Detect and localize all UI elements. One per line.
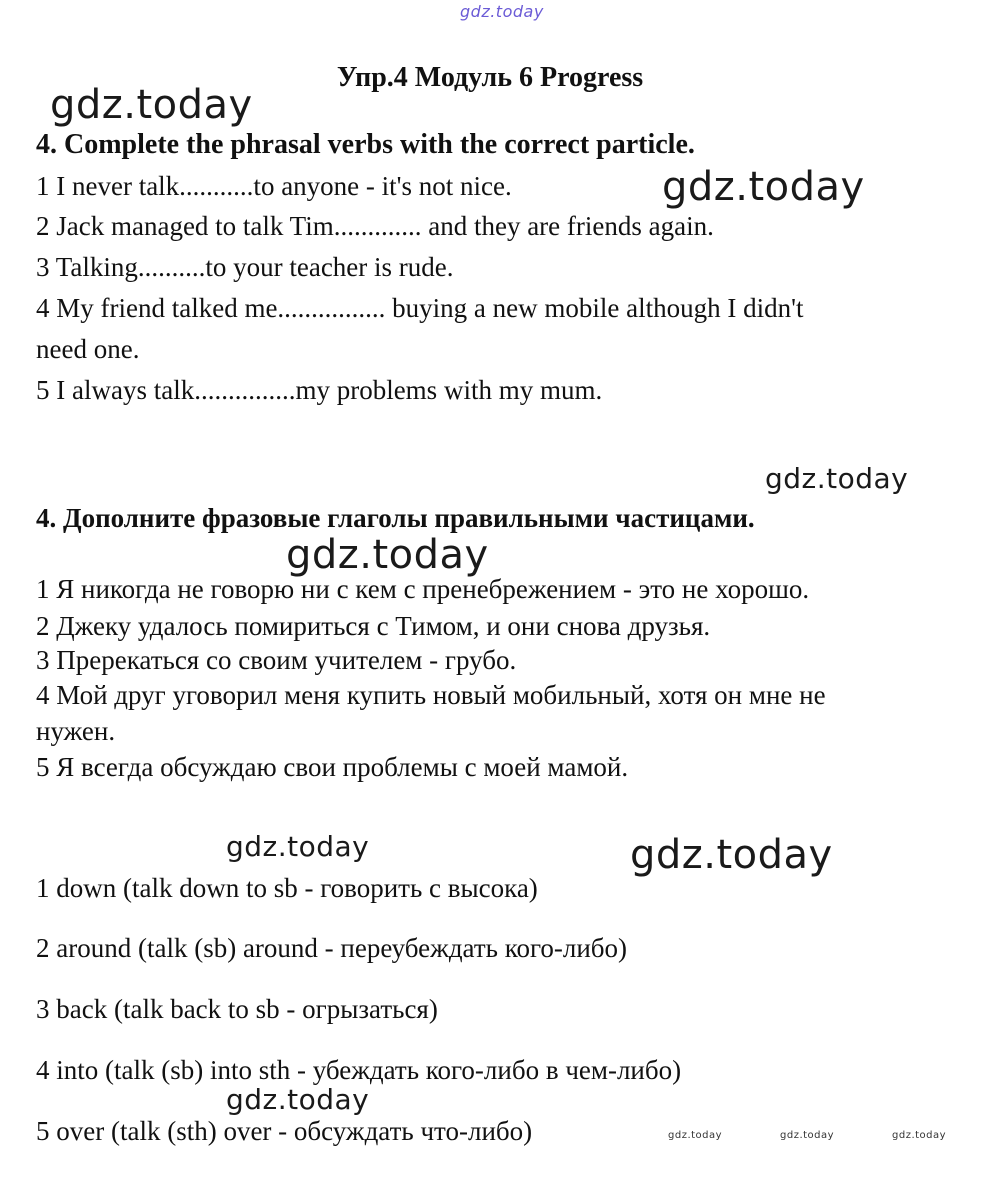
page-title: Упр.4 Модуль 6 Progress bbox=[336, 62, 644, 93]
watermark: gdz.today bbox=[630, 832, 833, 878]
watermark-small: gdz.today bbox=[892, 1130, 947, 1141]
watermark-top: gdz.today bbox=[460, 2, 544, 21]
watermark: gdz.today bbox=[662, 164, 865, 210]
answer-3: 3 back (talk back to sb - огрызаться) bbox=[36, 994, 438, 1024]
watermark: gdz.today bbox=[286, 532, 489, 578]
russian-line-5: 5 Я всегда обсуждаю свои проблемы с моей мамой. bbox=[36, 752, 629, 782]
russian-heading: 4. Дополните фразовые глаголы правильными частицами. bbox=[36, 503, 755, 533]
watermark-small: gdz.today bbox=[780, 1130, 835, 1141]
english-heading: 4. Complete the phrasal verbs with the correct particle. bbox=[36, 129, 695, 160]
english-line-5: 5 I always talk...............my problems with my mum. bbox=[36, 375, 603, 405]
russian-line-2: 2 Джеку удалось помириться с Тимом, и они снова друзья. bbox=[36, 611, 711, 641]
russian-line-4-cont: нужен. bbox=[36, 716, 116, 746]
answer-4: 4 into (talk (sb) into sth - убеждать кого-либо в чем-либо) bbox=[36, 1055, 682, 1085]
english-line-4-cont: need one. bbox=[36, 334, 140, 364]
watermark: gdz.today bbox=[765, 462, 909, 495]
watermark-small: gdz.today bbox=[668, 1130, 723, 1141]
english-line-1: 1 I never talk...........to anyone - it's not nice. bbox=[36, 171, 512, 201]
watermark: gdz.today bbox=[226, 830, 370, 863]
russian-line-1: 1 Я никогда не говорю ни с кем с пренебрежением - это не хорошо. bbox=[36, 574, 810, 604]
watermark: gdz.today bbox=[50, 82, 253, 128]
answer-1: 1 down (talk down to sb - говорить с высока) bbox=[36, 873, 538, 903]
answer-5: 5 over (talk (sth) over - обсуждать что-либо) bbox=[36, 1116, 533, 1146]
russian-line-4: 4 Мой друг уговорил меня купить новый мобильный, хотя он мне не bbox=[36, 680, 826, 710]
watermark: gdz.today bbox=[226, 1083, 370, 1116]
english-line-2: 2 Jack managed to talk Tim............. and they are friends again. bbox=[36, 211, 714, 241]
english-line-4: 4 My friend talked me................ buying a new mobile although I didn't bbox=[36, 293, 804, 323]
answer-2: 2 around (talk (sb) around - переубеждать кого-либо) bbox=[36, 933, 627, 963]
russian-line-3: 3 Пререкаться со своим учителем - грубо. bbox=[36, 645, 517, 675]
english-line-3: 3 Talking..........to your teacher is rude. bbox=[36, 252, 454, 282]
